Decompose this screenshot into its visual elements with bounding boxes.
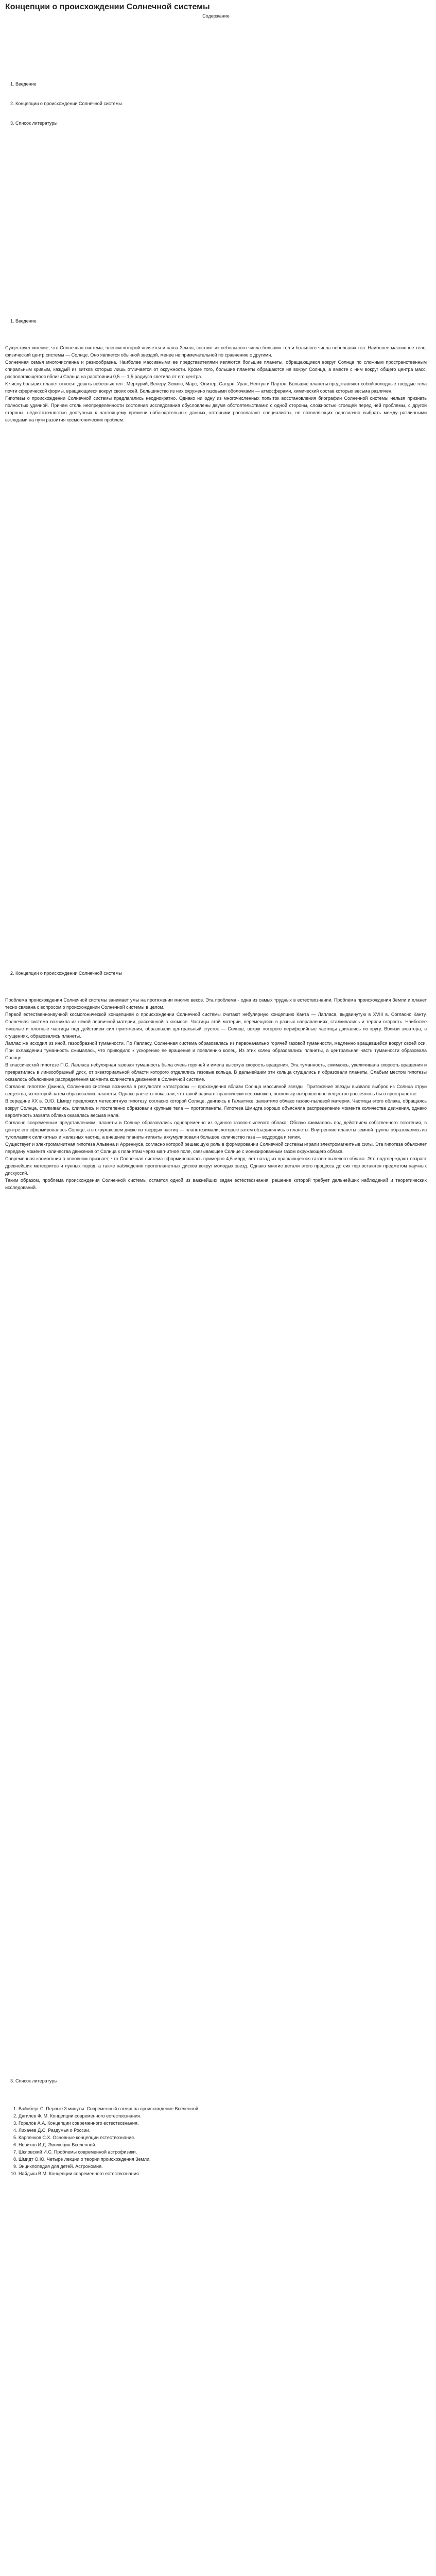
- toc-item-main[interactable]: 2. Концепции о происхождении Солнечной системы: [10, 101, 123, 106]
- paragraph: В классической гипотезе П.С. Лапласа небулярная газовая туманность была очень горячей и имела высокую скорость вращения. Эта туманность, сжимаясь, увеличивала скорость вращения и превратилась в линзообразный диск, от экваториальной области которого отделялись газовые кольца. В дальнейшем эти кольца сгущались и образовали планеты. Слабым местом гипотезы оказалось объяснение распределения момента количества движения в Солнечной системе.: [5, 1062, 427, 1082]
- reference-item: 9. Энциклопедия для детей. Астрономия.: [19, 2163, 427, 2170]
- toc-item-references[interactable]: 3. Список литературы: [10, 121, 58, 126]
- spacer: [5, 1191, 427, 2077]
- paragraph: Проблема происхождения Солнечной системы занимает умы на протяжении многих веков. Эта проблема - одна из самых трудных в естествознании. Проблема происхождения Земли и планет тесно связана с вопросом о происхождении Солнечной системы в целом.: [5, 997, 427, 1010]
- spacer: [5, 88, 427, 100]
- main-body: [5, 996, 427, 1191]
- toc-item-intro[interactable]: 1. Введение: [10, 81, 37, 87]
- reference-item: 4. Лихачев Д.С. Раздумья о России.: [19, 2127, 427, 2134]
- section-heading-intro: 1. Введение: [10, 318, 37, 324]
- paragraph: Солнечная семья многочисленна и разнообразна. Наиболее массивными ее представителями являются большие планеты, обращающиеся вокруг Солнца по сложным пространственным спиральным кривым, каждый из витков которых лишь отличается от окружности. Кроме того, большие планеты обращаются не вокруг Солнца, а вместе с ним вокруг общего центра масс, располагающегося вблизи Солнца на расстоянии 0,5 — 1,5 радиуса светила от его центра.: [5, 360, 427, 379]
- reference-item: 3. Горелов А.А. Концепции современного естествознания.: [19, 2120, 427, 2127]
- paragraph: Таким образом, проблема происхождения Солнечной системы остается одной из важнейших задач естествознания, решение которой требует дальнейших наблюдений и теоретических исследований.: [5, 1178, 427, 1190]
- paragraph: К числу больших планет относят девять небесных тел : Меркурий, Венеру, Землю, Марс, Юпитер, Сатурн, Уран, Нептун и Плутон. Большие планеты представляют собой холодные твердые тела почти сферической формы, вращающиеся вокруг своих осей. Большинство из них окружено газовыми оболочками — атмосферами, химический состав которых весьма различен.: [5, 381, 427, 394]
- reference-item: 2. Дягилев Ф. М. Концепции современного естествознания.: [19, 2112, 427, 2120]
- reference-item: 6. Новиков И.Д. Эволюция Вселенной.: [19, 2141, 427, 2148]
- reference-item: 8. Шмидт О.Ю. Четыре лекции о теории происхождения Земли.: [19, 2156, 427, 2163]
- reference-item: 10. Найдыш В.М. Концепции современного естествознания.: [19, 2170, 427, 2177]
- intro-body: [5, 344, 427, 423]
- reference-item: 7. Шкловский И.С. Проблемы современной астрофизики.: [19, 2148, 427, 2156]
- section-heading-main: 2. Концепции о происхождении Солнечной системы: [10, 971, 123, 976]
- paragraph: Согласно гипотезе Джинса, Солнечная система возникла в результате катастрофы — прохождения вблизи Солнца массивной звезды. Притяжение звезды вызвало выброс из Солнца струи вещества, из которой затем образовались планеты. Однако расчеты показали, что такой вариант практически невозможен, поскольку выброшенное вещество рассеялось бы в пространстве.: [5, 1084, 427, 1096]
- paragraph: Первой естественнонаучной космогонической концепцией о происхождении Солнечной системы считают небулярную концепцию Канта — Лапласа, выдвинутую в XVIII в. Согласно Канту, Солнечная система возникла из некой первичной материи, рассеянной в космосе. Частицы этой материи, перемещаясь в разных направлениях, сталкивались и теряли скорость. Наиболее тяжелые и плотные частицы под действием сил притяжения, образовали центральный сгусток — Солнце, вокруг которого периферийные частицы двигались по кругу. Вблизи экватора, в сгущениях, образовались планеты.: [5, 1012, 427, 1039]
- paragraph: В середине XX в. О.Ю. Шмидт предложил метеоритную гипотезу, согласно которой Солнце, двигаясь в Галактике, захватило облако газово-пылевой материи. Частицы этого облака, обращаясь вокруг Солнца, сталкивались, слипались и постепенно образовали крупные тела — протопланеты. Гипотеза Шмидта хорошо объясняла распределение момента количества движения, однако вероятность захвата облака оказалась весьма мала.: [5, 1098, 427, 1118]
- paragraph: Современная космогония в основном признает, что Солнечная система сформировалась примерно 4,6 млрд. лет назад из вращающегося газово-пылевого облака. Это подтверждают возраст древнейших метеоритов и лунных пород, а также наблюдения протопланетных дисков вокруг молодых звезд. Однако многие детали этого процесса до сих пор остаются предметом научных дискуссий.: [5, 1156, 427, 1176]
- paragraph: Согласно современным представлениям, планеты и Солнце образовались одновременно из единого газово-пылевого облака. Облако сжималось под действием собственного тяготения, в центре его сформировалось Солнце, а в окружающем диске из твердых частиц — планетезимали, которые затем объединялись в планеты. Внутренние планеты земной группы образовались из тугоплавких силикатных и железных частиц, а внешние планеты-гиганты аккумулировали большое количество газа — водорода и гелия.: [5, 1120, 427, 1140]
- spacer: [5, 977, 427, 996]
- reference-item: 5. Карпенков С.Х. Основные концепции естествознания.: [19, 2134, 427, 2141]
- spacer: [5, 20, 427, 80]
- spacer: [5, 423, 427, 970]
- section-heading-references: 3. Список литературы: [10, 2078, 58, 2083]
- document-title: Концепции о происхождении Солнечной системы: [5, 3, 210, 11]
- paragraph: Гипотезы о происхождении Солнечной системы предлагались неоднократно. Однако ни одну из многочисленных попыток восстановления биографии Солнечной системы нельзя признать полностью удачной. Причем столь неопределенности состояния исследования обусловлены двумя обстоятельствами: с одной стороны, сложностью стоящей перед ней проблемы, с другой стороны, недостаточностью доступных к настоящему времени наблюдательных данных, которыми располагают специалисты, не позволяющих однозначно выбрать между различными взглядами на пути развития космогонических проблем.: [5, 396, 427, 422]
- paragraph: Существует и электромагнитная гипотеза Альвена и Аррениуса, согласно которой решающую роль в формировании Солнечной системы играли электромагнитные силы. Эта гипотеза объясняет передачу момента количества движения от Солнца к планетам через магнитное поле, связывающее Солнце с ионизированным газом окружающего облака.: [5, 1142, 427, 1154]
- spacer: [5, 127, 427, 317]
- paragraph: Существует мнение, что Солнечная система, членом которой является и наша Земля, состоит из небольшого числа больших тел и большого числа небольших тел. Наиболее массивное тело, физический центр системы — Солнце. Оно является обычной звездой, менее не примечательной по сравнению с другими.: [5, 345, 427, 358]
- toc-heading: Содержание: [202, 13, 230, 19]
- spacer: [5, 2177, 427, 2198]
- spacer: [5, 107, 427, 120]
- paragraph: Лаплас же исходил из иной, газообразной туманности. По Лапласу, Солнечная система образовалась из первоначально горячей газовой туманности, медленно вращавшейся вокруг своей оси. При охлаждении туманность сжималась, что приводило к ускорению ее вращения и появлению колец. Из этих колец образовались планеты, а центральная часть туманности образовала Солнце.: [5, 1041, 427, 1060]
- spacer: [5, 325, 427, 344]
- spacer: [5, 2084, 427, 2105]
- references-list: [5, 2105, 427, 2177]
- reference-item: 1. Вайнберг С. Первые 3 минуты. Современный взгляд на происхождение Вселенной.: [19, 2105, 427, 2112]
